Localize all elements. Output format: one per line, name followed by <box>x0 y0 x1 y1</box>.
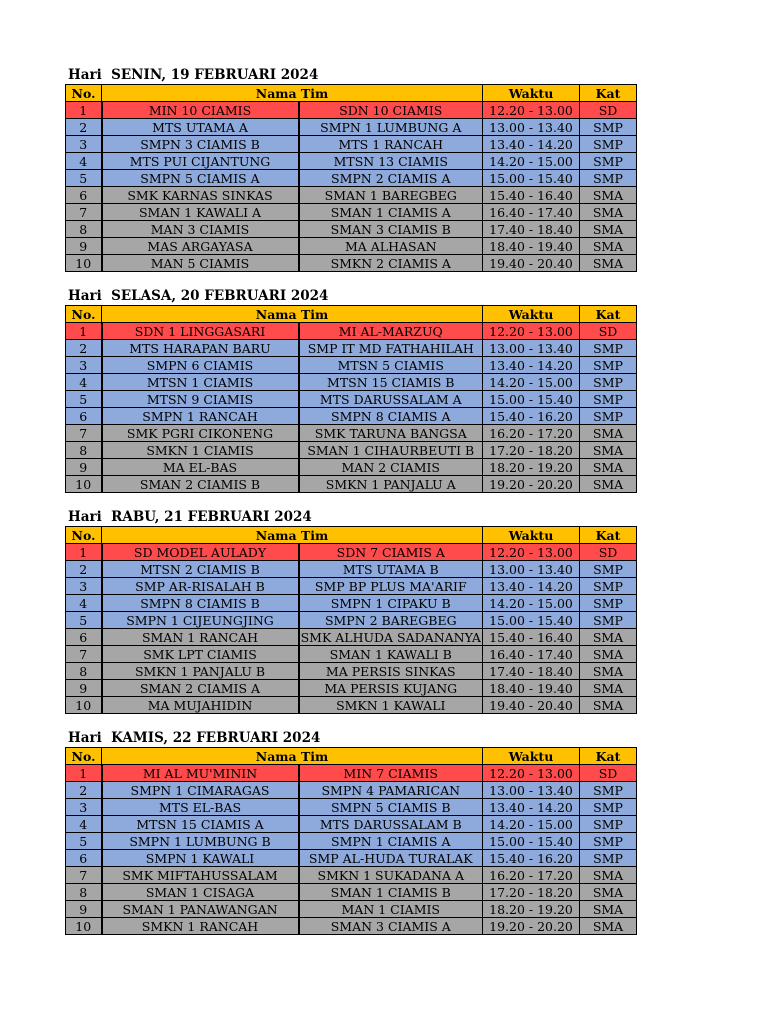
team-b-name: SMK TARUNA BANGSA <box>299 425 483 442</box>
match-time: 15.00 - 15.40 <box>483 833 580 850</box>
team-a-name: SMPN 3 CIAMIS B <box>102 136 299 153</box>
table-row <box>66 136 637 153</box>
match-number: 8 <box>66 442 102 459</box>
team-b-name: MI AL-MARZUQ <box>299 323 483 340</box>
match-time: 16.40 - 17.40 <box>483 204 580 221</box>
match-time: 13.40 - 14.20 <box>483 799 580 816</box>
match-time: 13.40 - 14.20 <box>483 578 580 595</box>
match-number: 10 <box>66 255 102 272</box>
team-a-name: MTSN 15 CIAMIS A <box>102 816 299 833</box>
match-category: SMA <box>580 918 637 935</box>
match-number: 1 <box>66 765 102 782</box>
match-time: 15.00 - 15.40 <box>483 170 580 187</box>
team-a-name: SMPN 1 RANCAH <box>102 408 299 425</box>
table-row <box>66 238 637 255</box>
match-time: 18.40 - 19.40 <box>483 680 580 697</box>
team-b-name: SMKN 2 CIAMIS A <box>299 255 483 272</box>
match-category: SMP <box>580 816 637 833</box>
team-b-name: SMK ALHUDA SADANANYA <box>299 629 483 646</box>
match-time: 18.20 - 19.20 <box>483 459 580 476</box>
header-no: No. <box>66 748 102 765</box>
table-row <box>66 867 637 884</box>
match-time: 14.20 - 15.00 <box>483 374 580 391</box>
team-a-name: SMP AR-RISALAH B <box>102 578 299 595</box>
match-category: SMA <box>580 425 637 442</box>
match-time: 16.40 - 17.40 <box>483 646 580 663</box>
team-b-name: SMPN 1 LUMBUNG A <box>299 119 483 136</box>
team-a-name: SMAN 1 PANAWANGAN <box>102 901 299 918</box>
match-number: 1 <box>66 323 102 340</box>
team-a-name: SMPN 5 CIAMIS A <box>102 170 299 187</box>
header-team: Nama Tim <box>102 85 483 102</box>
match-category: SMA <box>580 476 637 493</box>
match-category: SMA <box>580 459 637 476</box>
match-time: 19.20 - 20.20 <box>483 918 580 935</box>
match-number: 7 <box>66 425 102 442</box>
match-time: 16.20 - 17.20 <box>483 867 580 884</box>
match-category: SMP <box>580 833 637 850</box>
match-number: 1 <box>66 544 102 561</box>
team-b-name: SMKN 1 KAWALI <box>299 697 483 714</box>
match-number: 2 <box>66 119 102 136</box>
team-b-name: MTS DARUSSALAM A <box>299 391 483 408</box>
team-a-name: MTSN 9 CIAMIS <box>102 391 299 408</box>
team-b-name: SMP IT MD FATHAHILAH <box>299 340 483 357</box>
match-category: SMP <box>580 391 637 408</box>
table-row <box>66 204 637 221</box>
table-row <box>66 374 637 391</box>
match-time: 12.20 - 13.00 <box>483 102 580 119</box>
match-time: 18.20 - 19.20 <box>483 901 580 918</box>
table-row <box>66 833 637 850</box>
table-row <box>66 646 637 663</box>
match-category: SMP <box>580 561 637 578</box>
team-b-name: MIN 7 CIAMIS <box>299 765 483 782</box>
table-row <box>66 901 637 918</box>
team-b-name: SDN 7 CIAMIS A <box>299 544 483 561</box>
match-category: SMP <box>580 782 637 799</box>
table-row <box>66 850 637 867</box>
team-b-name: SMPN 8 CIAMIS A <box>299 408 483 425</box>
table-row <box>66 544 637 561</box>
table-row <box>66 765 637 782</box>
team-b-name: MA ALHASAN <box>299 238 483 255</box>
match-number: 5 <box>66 391 102 408</box>
match-category: SMP <box>580 119 637 136</box>
team-b-name: MTSN 13 CIAMIS <box>299 153 483 170</box>
team-a-name: MTS UTAMA A <box>102 119 299 136</box>
day-title: Hari SELASA, 20 FEBRUARI 2024 <box>68 288 329 304</box>
team-b-name: MTSN 5 CIAMIS <box>299 357 483 374</box>
match-number: 2 <box>66 340 102 357</box>
table-row <box>66 340 637 357</box>
table-row <box>66 170 637 187</box>
match-number: 4 <box>66 816 102 833</box>
team-b-name: MAN 1 CIAMIS <box>299 901 483 918</box>
team-b-name: MTS 1 RANCAH <box>299 136 483 153</box>
match-number: 6 <box>66 187 102 204</box>
match-time: 15.40 - 16.20 <box>483 850 580 867</box>
team-b-name: SMAN 1 KAWALI B <box>299 646 483 663</box>
match-category: SMA <box>580 221 637 238</box>
table-row <box>66 782 637 799</box>
team-a-name: MA MUJAHIDIN <box>102 697 299 714</box>
team-b-name: SMPN 2 CIAMIS A <box>299 170 483 187</box>
table-row <box>66 187 637 204</box>
match-number: 4 <box>66 374 102 391</box>
team-b-name: SDN 10 CIAMIS <box>299 102 483 119</box>
team-a-name: MAS ARGAYASA <box>102 238 299 255</box>
match-category: SMA <box>580 442 637 459</box>
header-time: Waktu <box>483 748 580 765</box>
match-time: 12.20 - 13.00 <box>483 765 580 782</box>
team-a-name: MA EL-BAS <box>102 459 299 476</box>
match-number: 8 <box>66 663 102 680</box>
day-title: Hari SENIN, 19 FEBRUARI 2024 <box>68 67 319 83</box>
match-time: 14.20 - 15.00 <box>483 816 580 833</box>
team-b-name: SMAN 3 CIAMIS A <box>299 918 483 935</box>
team-a-name: SMPN 1 CIJEUNGJING <box>102 612 299 629</box>
team-b-name: SMKN 1 PANJALU A <box>299 476 483 493</box>
header-team: Nama Tim <box>102 748 483 765</box>
match-time: 18.40 - 19.40 <box>483 238 580 255</box>
header-no: No. <box>66 85 102 102</box>
match-time: 19.40 - 20.40 <box>483 697 580 714</box>
table-row <box>66 697 637 714</box>
match-category: SMP <box>580 408 637 425</box>
schedule-table <box>65 305 637 493</box>
table-row <box>66 442 637 459</box>
match-number: 9 <box>66 680 102 697</box>
match-time: 13.00 - 13.40 <box>483 561 580 578</box>
header-time: Waktu <box>483 85 580 102</box>
team-b-name: MTS UTAMA B <box>299 561 483 578</box>
team-b-name: SMPN 4 PAMARICAN <box>299 782 483 799</box>
match-number: 2 <box>66 561 102 578</box>
match-time: 17.40 - 18.40 <box>483 221 580 238</box>
team-b-name: SMP AL-HUDA TURALAK <box>299 850 483 867</box>
team-a-name: MAN 3 CIAMIS <box>102 221 299 238</box>
table-row <box>66 663 637 680</box>
match-time: 13.00 - 13.40 <box>483 782 580 799</box>
team-b-name: SMAN 1 CIAMIS B <box>299 884 483 901</box>
team-b-name: SMPN 5 CIAMIS B <box>299 799 483 816</box>
table-row <box>66 102 637 119</box>
match-number: 5 <box>66 833 102 850</box>
table-row <box>66 357 637 374</box>
team-b-name: MAN 2 CIAMIS <box>299 459 483 476</box>
match-number: 7 <box>66 867 102 884</box>
match-number: 3 <box>66 578 102 595</box>
team-a-name: SMAN 1 RANCAH <box>102 629 299 646</box>
team-b-name: MA PERSIS SINKAS <box>299 663 483 680</box>
table-row <box>66 561 637 578</box>
header-time: Waktu <box>483 527 580 544</box>
match-number: 6 <box>66 850 102 867</box>
match-time: 13.00 - 13.40 <box>483 340 580 357</box>
team-a-name: SMKN 1 CIAMIS <box>102 442 299 459</box>
team-b-name: SMAN 1 CIAMIS A <box>299 204 483 221</box>
table-row <box>66 459 637 476</box>
table-header-row <box>66 85 637 102</box>
match-category: SMP <box>580 612 637 629</box>
table-row <box>66 323 637 340</box>
team-a-name: SMPN 8 CIAMIS B <box>102 595 299 612</box>
match-time: 14.20 - 15.00 <box>483 595 580 612</box>
match-category: SMP <box>580 340 637 357</box>
match-time: 12.20 - 13.00 <box>483 544 580 561</box>
match-category: SMA <box>580 187 637 204</box>
match-category: SMP <box>580 595 637 612</box>
match-time: 12.20 - 13.00 <box>483 323 580 340</box>
team-a-name: SMAN 1 KAWALI A <box>102 204 299 221</box>
header-category: Kat <box>580 306 637 323</box>
match-category: SMA <box>580 901 637 918</box>
team-a-name: MIN 10 CIAMIS <box>102 102 299 119</box>
match-category: SMP <box>580 357 637 374</box>
match-category: SMP <box>580 153 637 170</box>
match-number: 6 <box>66 408 102 425</box>
day-schedule-4 <box>65 730 636 935</box>
team-a-name: SMK KARNAS SINKAS <box>102 187 299 204</box>
team-a-name: SMK LPT CIAMIS <box>102 646 299 663</box>
header-team: Nama Tim <box>102 527 483 544</box>
header-category: Kat <box>580 748 637 765</box>
match-category: SMA <box>580 646 637 663</box>
match-category: SMA <box>580 867 637 884</box>
team-b-name: SMKN 1 SUKADANA A <box>299 867 483 884</box>
match-category: SMP <box>580 850 637 867</box>
team-b-name: MA PERSIS KUJANG <box>299 680 483 697</box>
team-b-name: SMPN 1 CIPAKU B <box>299 595 483 612</box>
team-a-name: MTSN 2 CIAMIS B <box>102 561 299 578</box>
match-time: 15.40 - 16.40 <box>483 629 580 646</box>
match-category: SMA <box>580 238 637 255</box>
day-schedule-3 <box>65 509 636 714</box>
match-number: 5 <box>66 612 102 629</box>
match-time: 15.40 - 16.40 <box>483 187 580 204</box>
match-category: SMA <box>580 629 637 646</box>
match-category: SMP <box>580 578 637 595</box>
day-title: Hari KAMIS, 22 FEBRUARI 2024 <box>68 730 321 746</box>
match-category: SMP <box>580 799 637 816</box>
match-number: 8 <box>66 884 102 901</box>
schedule-table <box>65 84 637 272</box>
table-row <box>66 408 637 425</box>
match-number: 9 <box>66 238 102 255</box>
header-category: Kat <box>580 527 637 544</box>
match-number: 1 <box>66 102 102 119</box>
header-no: No. <box>66 306 102 323</box>
match-category: SMP <box>580 136 637 153</box>
match-number: 4 <box>66 153 102 170</box>
team-a-name: MTS PUI CIJANTUNG <box>102 153 299 170</box>
team-b-name: SMAN 1 CIHAURBEUTI B <box>299 442 483 459</box>
day-schedule-1 <box>65 67 636 272</box>
table-row <box>66 595 637 612</box>
header-category: Kat <box>580 85 637 102</box>
table-header-row <box>66 306 637 323</box>
team-a-name: SMPN 1 LUMBUNG B <box>102 833 299 850</box>
match-time: 13.40 - 14.20 <box>483 136 580 153</box>
team-a-name: SMAN 1 CISAGA <box>102 884 299 901</box>
team-b-name: SMPN 2 BAREGBEG <box>299 612 483 629</box>
match-time: 15.00 - 15.40 <box>483 391 580 408</box>
team-b-name: MTS DARUSSALAM B <box>299 816 483 833</box>
team-a-name: SMK MIFTAHUSSALAM <box>102 867 299 884</box>
match-category: SMA <box>580 663 637 680</box>
table-row <box>66 578 637 595</box>
match-time: 19.20 - 20.20 <box>483 476 580 493</box>
match-number: 7 <box>66 646 102 663</box>
table-row <box>66 119 637 136</box>
match-number: 7 <box>66 204 102 221</box>
match-number: 3 <box>66 357 102 374</box>
day-title: Hari RABU, 21 FEBRUARI 2024 <box>68 509 312 525</box>
team-b-name: SMP BP PLUS MA'ARIF <box>299 578 483 595</box>
match-category: SMP <box>580 170 637 187</box>
match-category: SD <box>580 544 637 561</box>
match-number: 10 <box>66 476 102 493</box>
match-number: 9 <box>66 901 102 918</box>
match-category: SMA <box>580 255 637 272</box>
match-number: 4 <box>66 595 102 612</box>
match-time: 15.40 - 16.20 <box>483 408 580 425</box>
table-row <box>66 629 637 646</box>
header-team: Nama Tim <box>102 306 483 323</box>
table-header-row <box>66 527 637 544</box>
table-row <box>66 391 637 408</box>
schedule-table <box>65 747 637 935</box>
table-row <box>66 476 637 493</box>
match-number: 8 <box>66 221 102 238</box>
schedule-table <box>65 526 637 714</box>
team-a-name: SMAN 2 CIAMIS A <box>102 680 299 697</box>
match-time: 17.20 - 18.20 <box>483 884 580 901</box>
header-no: No. <box>66 527 102 544</box>
match-category: SD <box>580 765 637 782</box>
table-row <box>66 425 637 442</box>
table-header-row <box>66 748 637 765</box>
table-row <box>66 816 637 833</box>
team-a-name: SMKN 1 RANCAH <box>102 918 299 935</box>
match-number: 10 <box>66 918 102 935</box>
match-category: SMA <box>580 697 637 714</box>
team-a-name: MI AL MU'MININ <box>102 765 299 782</box>
team-a-name: MTS HARAPAN BARU <box>102 340 299 357</box>
match-number: 2 <box>66 782 102 799</box>
team-a-name: SMAN 2 CIAMIS B <box>102 476 299 493</box>
table-row <box>66 680 637 697</box>
match-time: 14.20 - 15.00 <box>483 153 580 170</box>
team-a-name: SMPN 6 CIAMIS <box>102 357 299 374</box>
table-row <box>66 918 637 935</box>
day-schedule-2 <box>65 288 636 493</box>
match-category: SD <box>580 102 637 119</box>
match-number: 6 <box>66 629 102 646</box>
team-b-name: SMAN 3 CIAMIS B <box>299 221 483 238</box>
team-b-name: SMPN 1 CIAMIS A <box>299 833 483 850</box>
team-b-name: SMAN 1 BAREGBEG <box>299 187 483 204</box>
team-a-name: MTS EL-BAS <box>102 799 299 816</box>
table-row <box>66 612 637 629</box>
match-time: 17.40 - 18.40 <box>483 663 580 680</box>
table-row <box>66 153 637 170</box>
team-a-name: MAN 5 CIAMIS <box>102 255 299 272</box>
team-a-name: MTSN 1 CIAMIS <box>102 374 299 391</box>
match-category: SMP <box>580 374 637 391</box>
match-time: 17.20 - 18.20 <box>483 442 580 459</box>
team-a-name: SMPN 1 KAWALI <box>102 850 299 867</box>
match-time: 13.00 - 13.40 <box>483 119 580 136</box>
table-row <box>66 255 637 272</box>
match-number: 5 <box>66 170 102 187</box>
match-time: 19.40 - 20.40 <box>483 255 580 272</box>
match-number: 3 <box>66 799 102 816</box>
team-b-name: MTSN 15 CIAMIS B <box>299 374 483 391</box>
match-time: 15.00 - 15.40 <box>483 612 580 629</box>
match-time: 13.40 - 14.20 <box>483 357 580 374</box>
table-row <box>66 799 637 816</box>
team-a-name: SMKN 1 PANJALU B <box>102 663 299 680</box>
match-number: 3 <box>66 136 102 153</box>
team-a-name: SDN 1 LINGGASARI <box>102 323 299 340</box>
header-time: Waktu <box>483 306 580 323</box>
match-category: SD <box>580 323 637 340</box>
team-a-name: SD MODEL AULADY <box>102 544 299 561</box>
match-time: 16.20 - 17.20 <box>483 425 580 442</box>
match-number: 10 <box>66 697 102 714</box>
match-category: SMA <box>580 204 637 221</box>
table-row <box>66 221 637 238</box>
match-category: SMA <box>580 680 637 697</box>
match-category: SMA <box>580 884 637 901</box>
match-number: 9 <box>66 459 102 476</box>
team-a-name: SMPN 1 CIMARAGAS <box>102 782 299 799</box>
table-row <box>66 884 637 901</box>
team-a-name: SMK PGRI CIKONENG <box>102 425 299 442</box>
